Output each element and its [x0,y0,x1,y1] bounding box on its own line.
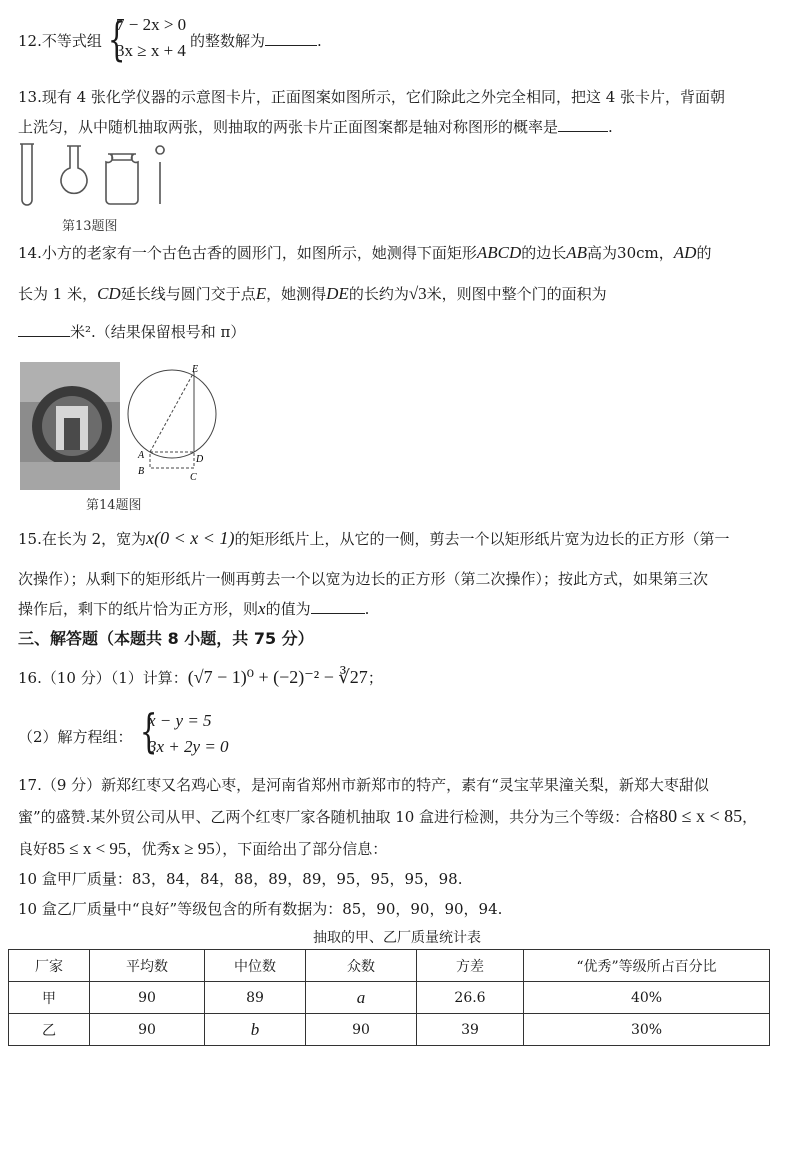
stats-table [8,949,770,1046]
q13-line1: 13.现有 4 张化学仪器的示意图卡片，正面图案如图所示，它们除此之外完全相同，把这 4 张卡片，背面朝 [18,88,726,106]
q14-l1c: 高为30cm， [587,244,674,262]
q14-l2f: 米，则图中整个门的面积为 [426,285,607,303]
q14-line1 [18,242,711,263]
round-flask-icon [61,146,87,193]
q15-l1b: 的矩形纸片上，从它的一侧，剪去一个以矩形纸片宽为边长的正方形（第一 [234,530,730,548]
q15-math: x(0 < x < 1) [146,528,235,548]
q16-eq2: 3x + 2y = 0 [148,737,229,756]
table-cell: 40% [524,982,770,1014]
q12-line [18,30,102,51]
q12-brace: { [107,12,126,66]
label-d: D [196,454,204,465]
q16-p1end: ； [367,669,383,687]
table-row [9,982,770,1014]
table-header-cell: 平均数 [90,950,205,982]
dropper-icon [156,146,164,204]
q13-figure [12,140,192,212]
q14-ad: AD [673,243,697,262]
q14-caption: 第14题图 [86,498,142,513]
table-cell: 90 [306,1014,417,1046]
q17-line3 [18,838,387,859]
table-row [9,1014,770,1046]
q17-line5: 10 盒乙厂质量中“良好”等级包含的所有数据为：85，90，90，90，94. [18,900,503,918]
section-3-heading: 三、解答题（本题共 8 小题，共 75 分） [18,629,314,648]
q13-line2: 上洗匀，从中随机抽取两张，则抽取的两张卡片正面图案都是轴对称图形的概率是 . [18,118,613,136]
table-cell: b [205,1014,306,1046]
q17-l3a: 良好 [18,840,49,858]
table-header-cell: 众数 [306,950,417,982]
q14-l2c: ，她测得 [266,285,327,303]
q15-l3b: 的值为 [265,600,311,618]
table-cell: 90 [90,982,205,1014]
q12-ineq2: 3x ≥ x + 4 [116,41,186,60]
q13-caption: 第13题图 [62,219,118,234]
q16-eq1: x − y = 5 [148,711,212,730]
table-cell: 30% [524,1014,770,1046]
q15-line3: 操作后，剩下的纸片恰为正方形，则x的值为 . [18,599,370,618]
q17-l3c: ），下面给出了部分信息： [214,840,388,858]
q14-e: E [255,284,267,303]
q14-ab: AB [566,243,588,262]
q17-table-title: 抽取的甲、乙厂质量统计表 [313,930,481,946]
q13-line2-text: 上洗匀，从中随机抽取两张，则抽取的两张卡片正面图案都是轴对称图形的概率是 [18,118,559,136]
q12-answer-blank[interactable] [265,31,317,46]
q14-sqrt3: √3 [408,284,427,303]
q14-l2b: 延长线与圆门交于点 [120,285,256,303]
table-cell: a [306,982,417,1014]
table-cell: 26.6 [417,982,524,1014]
q17-l3b: ，优秀 [126,840,172,858]
q14-answer-blank[interactable] [18,322,70,337]
q17-l2end: ， [742,808,758,826]
table-cell: 甲 [9,982,90,1014]
q12-tail: 的整数解为 . [190,32,322,50]
q14-l1b: 的边长 [521,244,567,262]
q15-l3a: 操作后，剩下的纸片恰为正方形，则 [18,600,259,618]
q14-cd: CD [97,284,121,303]
q17-l2a: 蜜”的盛赞.某外贸公司从甲、乙两个红枣厂家各随机抽取 10 盒进行检测，共分为三个等级：合格 [18,808,660,826]
label-e: E [192,364,199,375]
q14-l1a: 14.小方的老家有一个古色古香的圆形门，如图所示，她测得下面矩形 [18,244,477,262]
q16-part2 [18,726,133,747]
q17-line4: 10 盒甲厂质量：83，84，84，88，89，89，95，95，95，98. [18,870,463,888]
q17-grade-good: 85 ≤ x < 95 [48,839,127,858]
q12-ineq1: 7 − 2x > 0 [116,15,187,34]
door-circle [128,370,216,458]
q14-photo [20,362,120,490]
q16-part1 [18,667,383,688]
table-header-row [9,950,770,982]
q12-prefix: 12.不等式组 [18,32,102,50]
table-header-cell: 中位数 [205,950,306,982]
table-cell: 39 [417,1014,524,1046]
q12-system [116,12,186,64]
q14-l2d: 的长约为 [348,285,409,303]
q14-line2 [18,283,607,304]
table-header-cell: 方差 [417,950,524,982]
table-cell: 89 [205,982,306,1014]
q15-line1 [18,528,729,549]
q16-p2a: （2）解方程组： [18,728,133,746]
label-b: B [138,466,145,477]
table-header-cell: “优秀”等级所占百分比 [524,950,770,982]
q17-grade-pass: 80 ≤ x < 85 [659,806,743,826]
q16-expression: (√7 − 1)⁰ + (−2)⁻² − ∛27 [187,667,368,687]
q14-diagram [126,364,236,484]
q14-l2a: 长为 1 米， [18,285,98,303]
q14-abcd: ABCD [476,243,522,262]
q16-p1a: 16.（10 分）（1）计算： [18,669,188,687]
q14-de: DE [326,284,349,303]
table-cell: 90 [90,1014,205,1046]
jar-icon [106,154,138,204]
q13-answer-blank[interactable] [558,117,608,132]
q15-l1a: 15.在长为 2，宽为 [18,530,147,548]
label-a: A [138,450,145,461]
q15-line2: 次操作）；从剩下的矩形纸片一侧再剪去一个以宽为边长的正方形（第二次操作）；按此方式，如果第三次 [18,570,709,588]
q14-l3: 米².（结果保留根号和 π） [70,323,246,341]
table-header-cell: 厂家 [9,950,90,982]
q15-answer-blank[interactable] [311,599,365,614]
q17-line1: 17.（9 分）新郑红枣又名鸡心枣，是河南省郑州市新郑市的特产，素有“灵宝苹果潼关梨，新郑大枣甜似 [18,776,709,794]
rect-abcd [150,452,194,468]
line-ae [150,372,194,452]
q17-grade-excellent: x ≥ 95 [171,839,215,858]
test-tube-icon [20,144,34,205]
q14-line3 [18,321,245,342]
q14-l1d: 的 [696,244,712,262]
label-c: C [190,472,197,483]
q17-line2 [18,806,757,827]
q12-suffix: 的整数解为 [190,32,266,50]
table-cell: 乙 [9,1014,90,1046]
q16-system [148,708,229,760]
q16-brace: { [139,704,158,758]
q15-x: x [258,599,266,618]
